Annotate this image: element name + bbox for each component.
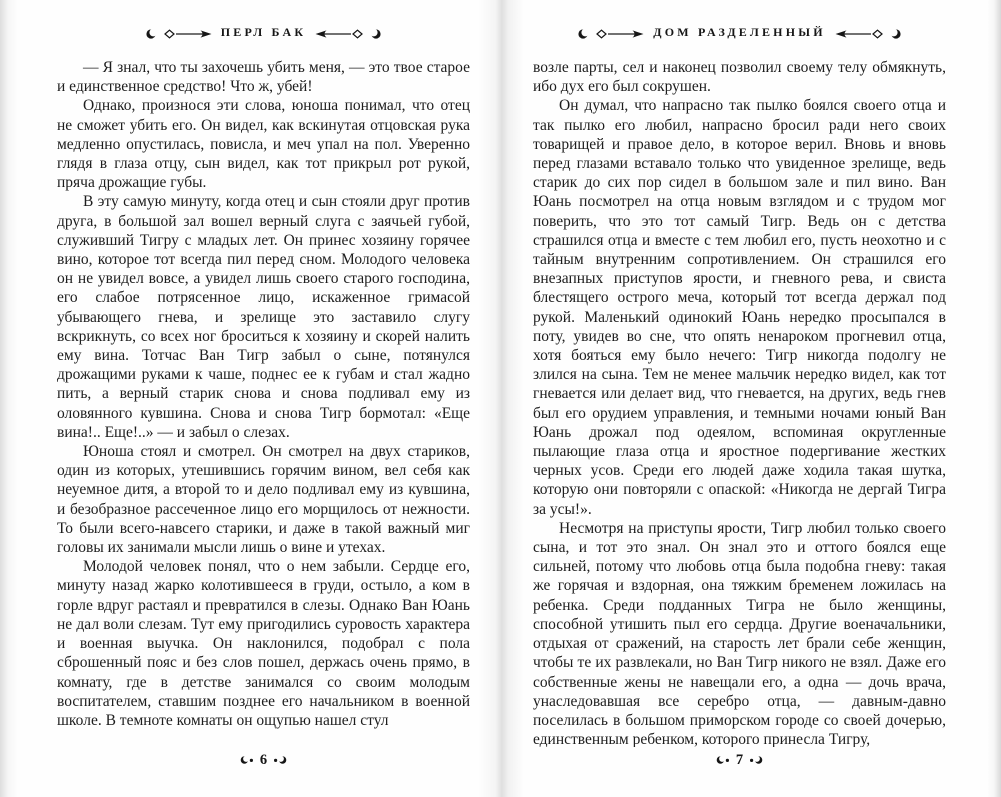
left-page	[0, 0, 500, 797]
right-running-head	[533, 26, 946, 41]
paragraph: возле парты, сел и наконец позволил своему телу обмякнуть, ибо дух его был сокрушен.	[533, 59, 946, 96]
left-folio	[57, 747, 470, 767]
left-page-header: ПЕРЛ БАК	[220, 25, 307, 39]
left-running-head	[57, 26, 470, 41]
header-flourish-left-icon	[578, 28, 644, 40]
paragraph: Юноша стоял и смотрел. Он смотрел на двух стариков, один из которых, утешившись горячим вином, вел себя как неуемное дитя, а второй то и дело подливал ему из кувшина, и безобразное рассеченное лицо его морщилось от нежности. То были всего-навсего старики, и даже в такой важный миг головы их занимали мысли лишь о вине и утехах.	[57, 443, 470, 557]
right-page	[500, 0, 1001, 797]
paragraph: Молодой человек понял, что о нем забыли. Сердце его, минуту назад жарко колотившееся в груди, остыло, а ком в горле вдруг растаял и превратился в слезы. Однако Ван Юань не дал воли слезам. Тут ему пригодились суровость характера и военная выучка. Он наклонился, подобрал с пола сброшенный пояс и без слов пошел, держась очень прямо, в комнату, где в детстве занимался со своим молодым воспитателем, ставшим позднее его начальником в военной школе. В темноте комнаты он ощупью нашел стул	[57, 558, 470, 729]
paragraph: Несмотря на приступы ярости, Тигр любил только своего сына, и тот это знал. Он знал это и оттого боялся еще сильней, потому что любовь отца была подобна гневу: такая же горячая и вздорная, она тяжким бременем ложилась на ребенка. Среди подданных Тигра не было женщины, способной утишить пыл его сердца. Другие военачальники, отдыхая от сражений, на старость лет брали себе женщин, чтобы те их развлекали, но Ван Тигр никого не взял. Даже его собственные жены не навещали его, а одна — дочь врача, унаследовавшая все серебро отца, — давным-давно поселилась в большом приморском городе со своей дочерью, единственным ребенком, которого принесла Тигру,	[533, 519, 946, 747]
right-folio	[533, 747, 946, 767]
folio-flourish-right-icon	[273, 755, 287, 765]
paragraph: — Я знал, что ты захочешь убить меня, — это твое старое и единственное средство! Что ж, убей!	[57, 59, 470, 96]
paragraph: В эту самую минуту, когда отец и сын стояли друг против друга, в большой зал вошел верный слуга с заячьей губой, служивший Тигру с младых лет. Он принес хозяину горячее вино, которое тот всегда пил перед сном. Молодого человека он не увидел вовсе, а увидел лишь своего старого господина, его слабое потрясенное лицо, искаженное гримасой убывающего гнева, и зрелище это заставило слугу вскрикнуть, со всех ног броситься к хозяину и скорей налить ему вина. Тотчас Ван Тигр забыл о сыне, потянулся дрожащими руками к чаше, поднес ее к губам и стал жадно пить, а верный старик снова и снова подливал ему из оловянного кувшина. Снова и снова Тигр бормотал: «Еще вина!.. Еще!..» — и забыл о слезах.	[57, 193, 470, 441]
folio-flourish-left-icon	[716, 755, 730, 765]
folio-flourish-left-icon	[240, 755, 254, 765]
right-page-header: ДОМ РАЗДЕЛЕННЫЙ	[653, 25, 826, 39]
header-flourish-right-icon	[835, 28, 901, 40]
left-page-text	[57, 58, 470, 747]
paragraph: Однако, произнося эти слова, юноша понимал, что отец не сможет убить его. Он видел, как вскинутая отцовская рука медленно опустилась, повисла, и меч упал на пол. Уверенно глядя в глаза отцу, сын видел, как тот прикрыл рот рукой, пряча дрожащие губы.	[57, 97, 470, 192]
right-page-text	[533, 58, 946, 747]
right-page-number: 7	[735, 752, 744, 768]
header-flourish-left-icon	[146, 28, 212, 40]
left-page-number: 6	[259, 752, 268, 768]
header-flourish-right-icon	[315, 28, 381, 40]
folio-flourish-right-icon	[749, 755, 763, 765]
paragraph: Он думал, что напрасно так пылко боялся своего отца и так пылко его любил, напрасно бросил ради него своих товарищей и правое дело, в которое верил. Вновь и вновь перед глазами вставало только что увиденное зрелище, ведь старик до сих пор сидел в большом зале и пил вино. Ван Юань посмотрел на отца новым взглядом и с трудом мог поверить, что это тот самый Тигр. Ведь он с детства страшился отца и вместе с тем любил его, пусть неохотно и с тайным внутренним сопротивлением. Он страшился его внезапных приступов ярости, и гневного рева, и свиста блестящего острого меча, который тот всегда держал под рукой. Маленький одинокий Юань нередко просыпался в поту, увидев во сне, что опять ненароком прогневил отца, хотя бояться ему было нечего: Тигр никогда подолгу не злился на сына. Тем не менее мальчик нередко видел, как тот гневается или делает вид, что гневается, на других, ведь гнев был его орудием управления, и темными ночами юный Ван Юань дрожал под одеялом, вспоминая округленные пылающие глаза отца и яростное подергивание жестких черных усов. Среди его людей даже ходила такая шутка, которую они повторяли с опаской: «Никогда не дергай Тигра за усы!».	[533, 97, 946, 518]
